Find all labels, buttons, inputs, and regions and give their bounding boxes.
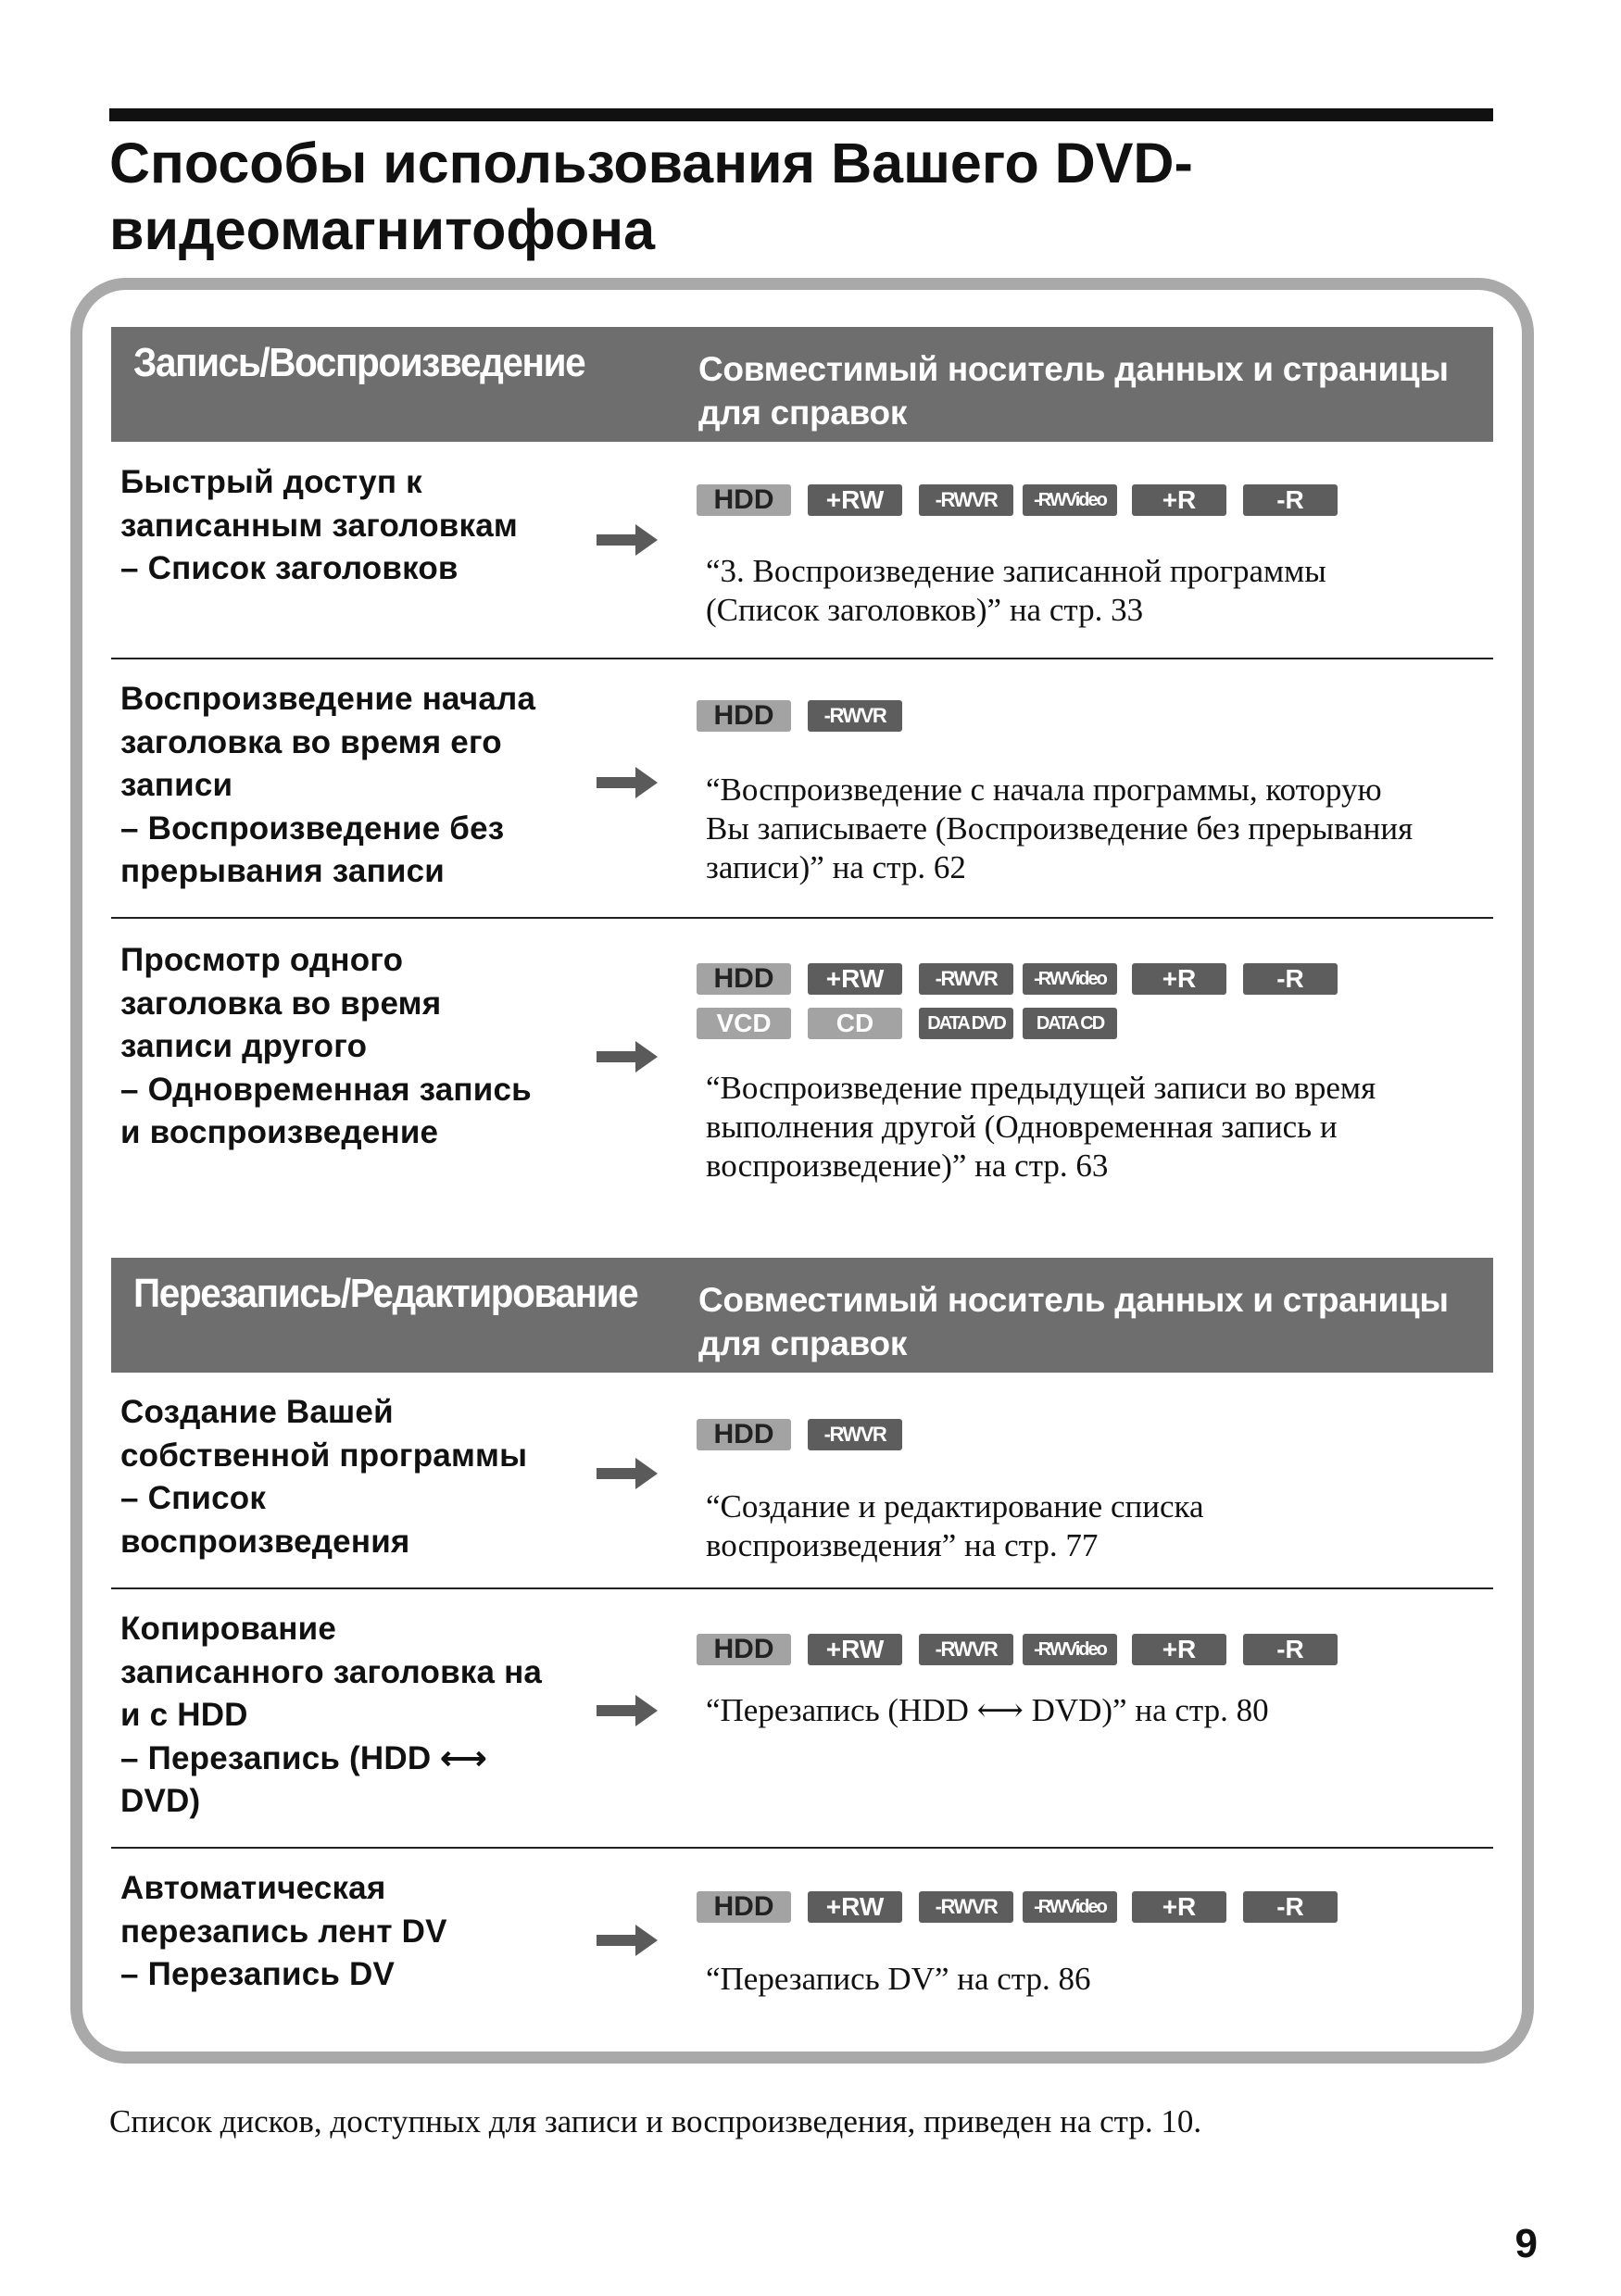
- row-divider: [111, 917, 1493, 919]
- reference-line: “Перезапись DV” на стр. 86: [706, 1961, 1091, 1997]
- feature-line: и с HDD: [120, 1697, 248, 1733]
- right-arrow-icon: [597, 1458, 658, 1489]
- reference-line: записи)” на стр. 62: [706, 849, 966, 885]
- section-header-dubbing: [111, 1258, 1493, 1373]
- media-badge-rw-vr: -RWVR: [919, 963, 1013, 995]
- feature-line: воспроизведения: [120, 1523, 410, 1560]
- feature-line: Копирование: [120, 1611, 336, 1647]
- feature-line: – Список заголовков: [120, 550, 459, 586]
- media-badge-rw-video: -RWVideo: [1023, 484, 1117, 516]
- media-badge-hdd: HDD: [697, 963, 791, 995]
- media-badge-plus-r: +R: [1132, 963, 1226, 995]
- media-badge-plus-r: +R: [1132, 484, 1226, 516]
- feature-line: заголовка во время его: [120, 723, 502, 760]
- page-reference: [706, 1691, 1493, 1730]
- reference-line: “3. Воспроизведение записанной программы: [706, 553, 1326, 589]
- media-badge-rw-vr: -RWVR: [808, 700, 902, 732]
- media-badges: [697, 1634, 1493, 1665]
- media-badge-data-dvd: DATA DVD: [919, 1008, 1013, 1039]
- page-reference: [706, 552, 1493, 630]
- row-divider: [111, 658, 1493, 659]
- feature-description: [120, 1867, 602, 1997]
- section-media-heading-line-1: Совместимый носитель данных и страницы: [698, 1281, 1449, 1319]
- top-rule: [109, 108, 1493, 121]
- media-badges: [697, 963, 1493, 995]
- media-badge-plus-rw: +RW: [808, 963, 902, 995]
- right-arrow-icon: [597, 524, 658, 556]
- footnote: Список дисков, доступных для записи и воспроизведения, приведен на стр. 10.: [109, 2103, 1202, 2139]
- table-row: [111, 939, 1493, 1208]
- feature-line: DVD): [120, 1783, 201, 1819]
- reference-line: воспроизведение)” на стр. 63: [706, 1148, 1109, 1184]
- media-badge-rw-video: -RWVideo: [1023, 1634, 1117, 1665]
- section-media-heading: [698, 1278, 1486, 1365]
- media-badge-rw-vr: -RWVR: [919, 484, 1013, 516]
- feature-line: перезапись лент DV: [120, 1913, 447, 1950]
- reference-line: “Воспроизведение с начала программы, которую: [706, 772, 1382, 808]
- table-row: [111, 1391, 1493, 1586]
- page-title: [109, 130, 1480, 263]
- media-badge-rw-video: -RWVideo: [1023, 963, 1117, 995]
- media-badge-hdd: HDD: [697, 1891, 791, 1923]
- reference-line: “Создание и редактирование списка: [706, 1488, 1204, 1524]
- media-badge-plus-r: +R: [1132, 1891, 1226, 1923]
- page-title-line-2: видеомагнитофона: [109, 198, 656, 261]
- section-media-heading: [698, 347, 1486, 434]
- media-badge-data-cd: DATA CD: [1023, 1008, 1117, 1039]
- feature-line: записи: [120, 767, 233, 803]
- right-arrow-icon: [597, 1041, 658, 1073]
- section-media-heading-line-1: Совместимый носитель данных и страницы: [698, 350, 1449, 388]
- section-media-heading-line-2: для справок: [698, 394, 908, 432]
- media-badge-hdd: HDD: [697, 1634, 791, 1665]
- reference-line: Вы записываете (Воспроизведение без прерывания: [706, 810, 1414, 847]
- feature-description: [120, 678, 602, 894]
- media-badge-cd: CD: [808, 1008, 902, 1039]
- feature-line: записанного заголовка на: [120, 1653, 543, 1690]
- table-row: [111, 1608, 1493, 1839]
- reference-line: (Список заголовков)” на стр. 33: [706, 592, 1144, 628]
- feature-description: [120, 1608, 602, 1824]
- reference-line: “Перезапись (HDD ⟷ DVD)” на стр. 80: [706, 1692, 1269, 1728]
- section-media-heading-line-2: для справок: [698, 1324, 908, 1362]
- table-row: [111, 1867, 1493, 2015]
- feature-line: заголовка во время: [120, 985, 442, 1022]
- feature-line: Создание Вашей: [120, 1394, 394, 1430]
- feature-line: и воспроизведение: [120, 1114, 439, 1150]
- feature-line: записи другого: [120, 1028, 368, 1064]
- feature-line: собственной программы: [120, 1437, 528, 1474]
- feature-line: – Список: [120, 1480, 267, 1516]
- right-arrow-icon: [597, 1925, 658, 1956]
- media-badges: [697, 484, 1493, 516]
- media-badge-minus-r: -R: [1243, 1634, 1338, 1665]
- feature-description: [120, 1391, 602, 1563]
- media-badge-hdd: HDD: [697, 1419, 791, 1450]
- feature-line: Просмотр одного: [120, 942, 404, 978]
- feature-line: Автоматическая: [120, 1870, 386, 1906]
- feature-line: Воспроизведение начала: [120, 681, 536, 717]
- section-header-recording: [111, 327, 1493, 442]
- media-badges: [697, 1891, 1493, 1923]
- media-badge-minus-r: -R: [1243, 963, 1338, 995]
- media-badge-hdd: HDD: [697, 700, 791, 732]
- feature-line: – Одновременная запись: [120, 1071, 532, 1108]
- row-divider: [111, 1847, 1493, 1849]
- page-reference: [706, 1069, 1493, 1186]
- feature-line: – Перезапись (HDD ⟷: [120, 1739, 487, 1776]
- media-badges: [697, 700, 1493, 732]
- feature-line: прерывания записи: [120, 853, 446, 889]
- media-badge-rw-video: -RWVideo: [1023, 1891, 1117, 1923]
- table-row: [111, 461, 1493, 656]
- feature-line: записанным заголовкам: [120, 507, 518, 544]
- media-badge-plus-rw: +RW: [808, 484, 902, 516]
- page-title-line-1: Способы использования Вашего DVD-: [109, 132, 1193, 194]
- media-badge-hdd: HDD: [697, 484, 791, 516]
- page-reference: [706, 771, 1493, 887]
- section-title: Перезапись/Редактирование: [133, 1271, 638, 1316]
- media-badge-minus-r: -R: [1243, 484, 1338, 516]
- media-badge-minus-r: -R: [1243, 1891, 1338, 1923]
- media-badge-rw-vr: -RWVR: [919, 1891, 1013, 1923]
- row-divider: [111, 1587, 1493, 1589]
- media-badges: [697, 1419, 1493, 1450]
- right-arrow-icon: [597, 767, 658, 798]
- section-title: Запись/Воспроизведение: [133, 340, 585, 385]
- reference-line: выполнения другой (Одновременная запись и: [706, 1109, 1338, 1145]
- feature-description: [120, 461, 602, 591]
- table-row: [111, 678, 1493, 910]
- media-badge-plus-r: +R: [1132, 1634, 1226, 1665]
- media-badge-plus-rw: +RW: [808, 1891, 902, 1923]
- feature-description: [120, 939, 602, 1155]
- media-badge-vcd: VCD: [697, 1008, 791, 1039]
- media-badges: [697, 1008, 1493, 1039]
- right-arrow-icon: [597, 1695, 658, 1726]
- feature-line: Быстрый доступ к: [120, 464, 422, 500]
- page-reference: [706, 1487, 1493, 1565]
- media-badge-rw-vr: -RWVR: [808, 1419, 902, 1450]
- media-badge-plus-rw: +RW: [808, 1634, 902, 1665]
- reference-line: “Воспроизведение предыдущей записи во время: [706, 1070, 1376, 1106]
- page-reference: [706, 1960, 1493, 1999]
- feature-line: – Воспроизведение без: [120, 809, 505, 847]
- reference-line: воспроизведения” на стр. 77: [706, 1527, 1099, 1563]
- media-badge-rw-vr: -RWVR: [919, 1634, 1013, 1665]
- feature-line: – Перезапись DV: [120, 1956, 396, 1992]
- page-number: 9: [1514, 2221, 1538, 2266]
